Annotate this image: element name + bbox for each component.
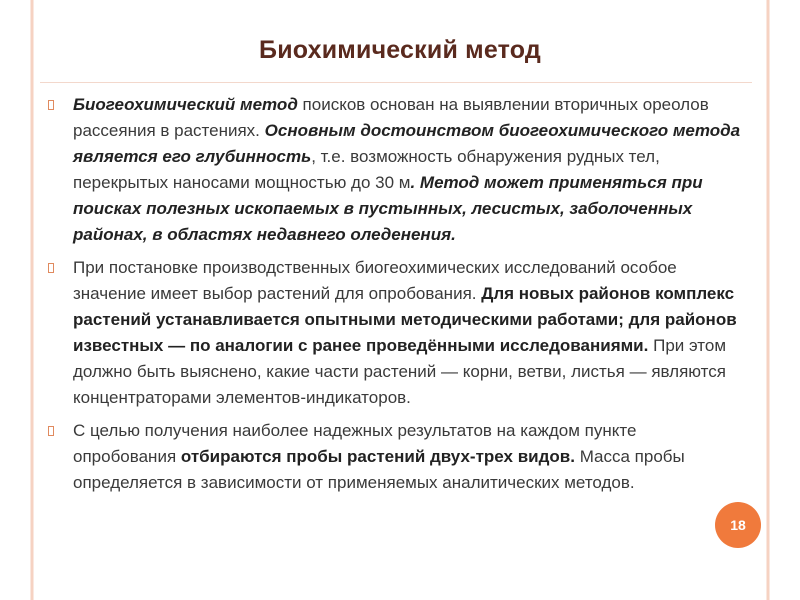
slide-title: Биохимический метод bbox=[259, 36, 541, 64]
square-bullet-icon bbox=[48, 426, 54, 436]
bullet-paragraph-2 bbox=[44, 255, 744, 411]
slide-body bbox=[44, 92, 744, 503]
square-bullet-icon bbox=[48, 263, 54, 273]
bullet-paragraph-3 bbox=[44, 418, 744, 496]
text-run: , т.е. возможность обнаружения рудных тел, перекрытых наносами мощностью до 30 м bbox=[73, 147, 660, 192]
right-decorative-border bbox=[762, 0, 800, 600]
text-run: поисков основан на выявлении вторичных ореолов рассеяния в растениях. bbox=[73, 95, 709, 140]
bullet-paragraph-1 bbox=[44, 92, 744, 248]
square-bullet-icon bbox=[48, 100, 54, 110]
text-run: отбираются пробы растений двух-трех видов. bbox=[180, 447, 575, 466]
text-run: Биогеохимический метод bbox=[73, 95, 298, 114]
page-number-badge: 18 bbox=[715, 502, 761, 548]
text-run: При постановке производственных биогеохимических исследований особое значение имеет выбор растений для опробования. bbox=[73, 258, 677, 303]
text-run: Для новых районов комплекс растений устанавливается опытными методическими работами; для районов известных — по аналогии с ранее проведёнными исследованиями. bbox=[73, 284, 737, 355]
text-run: С целью получения наиболее надежных результатов на каждом пункте опробования bbox=[73, 421, 637, 466]
text-run: Масса пробы определяется в зависимости от применяемых аналитических методов. bbox=[73, 447, 685, 492]
text-run: При этом должно быть выяснено, какие части растений — корни, ветви, листья — являются концентраторами элементов-индикаторов. bbox=[73, 336, 727, 407]
left-decorative-border bbox=[0, 0, 38, 600]
text-run: Основным достоинством биогеохимического метода является его глубинность bbox=[73, 121, 741, 166]
text-run: . Метод может применяться при поисках полезных ископаемых в пустынных, лесистых, заболоченных районах, в областях недавнего оледенения. bbox=[73, 173, 703, 244]
title-divider bbox=[40, 82, 752, 83]
